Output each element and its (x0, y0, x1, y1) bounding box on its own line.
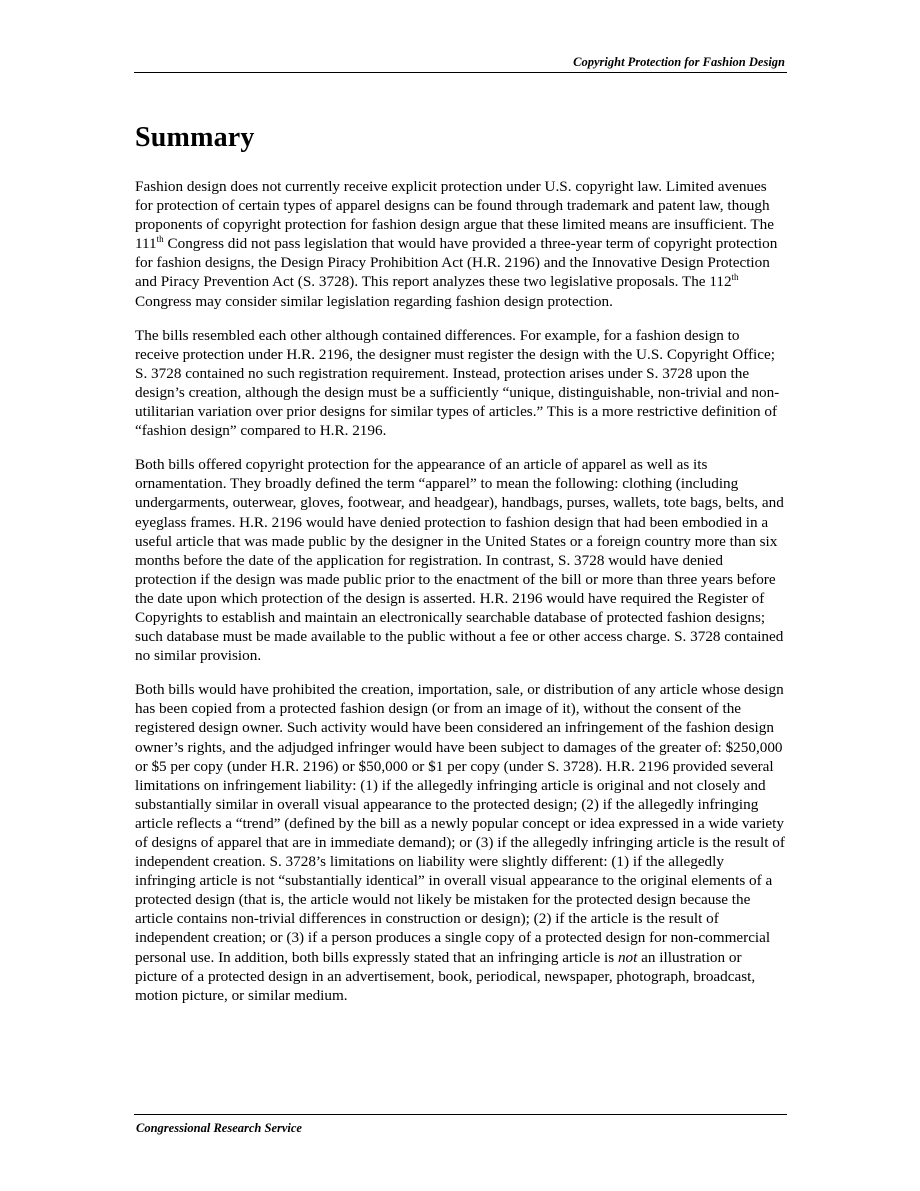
ordinal-superscript: th (156, 234, 164, 245)
summary-paragraph-2: The bills resembled each other although contained differences. For example, for a fashion design to receive protection under H.R. 2196, the designer must register the design with the U.S. Copyright Office; S. 3728 contained no such registration requirement. Instead, protection arises under S. 3728 upon the design’s creation, although the design must be a sufficiently “unique, distinguishable, non-trivial and non-utilitarian variation over prior designs for similar types of articles.” This is a more restrictive definition of “fashion design” compared to H.R. 2196. (135, 326, 780, 440)
emphasis-not: not (617, 948, 638, 966)
footer-organization: Congressional Research Service (136, 1121, 302, 1135)
summary-paragraph-3: Both bills offered copyright protection for the appearance of an article of apparel as well as its ornamentation. They broadly defined the term “apparel” to mean the following: clothing (including undergarments, outerwear, gloves, footwear, and headgear), handbags, purses, wallets, tote bags, belts, and eyeglass frames. H.R. 2196 would have denied protection to fashion design that had been embodied in a useful article that was made public by the designer in the United States or a foreign country more than six months before the date of the application for registration. In contrast, S. 3728 would have denied protection if the design was made public prior to the enactment of the bill or more than three years before the date upon which protection of the design is asserted. H.R. 2196 would have required the Register of Copyrights to establish and maintain an electronically searchable database of protected fashion designs; such database must be made available to the public without a fee or other access charge. S. 3728 contained no similar provision. (135, 456, 784, 665)
running-header-title: Copyright Protection for Fashion Design (573, 55, 785, 69)
paragraph-4-text-b: an illustration or picture of a protected design in an advertisement, book, periodical, newspaper, photograph, broadcast, motion picture, or similar medium. (135, 948, 756, 1004)
summary-paragraph-1 (135, 177, 787, 311)
page-footer (134, 1114, 787, 1135)
ordinal-superscript: th (731, 272, 739, 283)
summary-paragraph-4 (135, 680, 787, 1005)
paragraph-1-text-c: Congress may consider similar legislation regarding fashion design protection. (135, 292, 613, 310)
summary-body (135, 177, 787, 1020)
paragraph-4-text-a: Both bills would have prohibited the creation, importation, sale, or distribution of any article whose design has been copied from a protected fashion design (or from an image of it), without the consent of the registered design owner. Such activity would have been considered an infringement of the fashion design owner’s rights, and the adjudged infringer would have been subject to damages of the greater of: $250,000 or $5 per copy (under H.R. 2196) or $50,000 or $1 per copy (under S. 3728). H.R. 2196 provided several limitations on infringement liability: (1) if the allegedly infringing article is original and not closely and substantially similar in overall visual appearance to the protected design; (2) if the allegedly infringing article reflects a “trend” (defined by the bill as a newly popular concept or idea expressed in a wide variety of designs of apparel that are in immediate demand); or (3) if the allegedly infringing article is the result of independent creation. S. 3728’s limitations on liability were slightly different: (1) if the allegedly infringing article is not “substantially identical” in overall visual appearance to the original elements of a protected design (that is, the article would not likely be mistaken for the protected design because the article contains non-trivial differences in construction or design); (2) if the article is the result of independent creation; or (3) if a person produces a single copy of a protected design for non-commercial personal use. In addition, both bills expressly stated that an infringing article is (135, 681, 785, 966)
paragraph-1-text-b: Congress did not pass legislation that would have provided a three-year term of copyright protection for fashion designs, the Design Piracy Prohibition Act (H.R. 2196) and the Innovative Design Protection and Piracy Prevention Act (S. 3728). This report analyzes these two legislative proposals. The 112 (135, 235, 778, 291)
section-title: Summary (135, 122, 255, 153)
paragraph-1-text-a: Fashion design does not currently receive explicit protection under U.S. copyright law. Limited avenues for protection of certain types of apparel designs can be found through trademark and patent law, though proponents of copyright protection for fashion design argue that these limited means are insufficient. The 111 (135, 178, 774, 253)
running-header (134, 55, 787, 73)
